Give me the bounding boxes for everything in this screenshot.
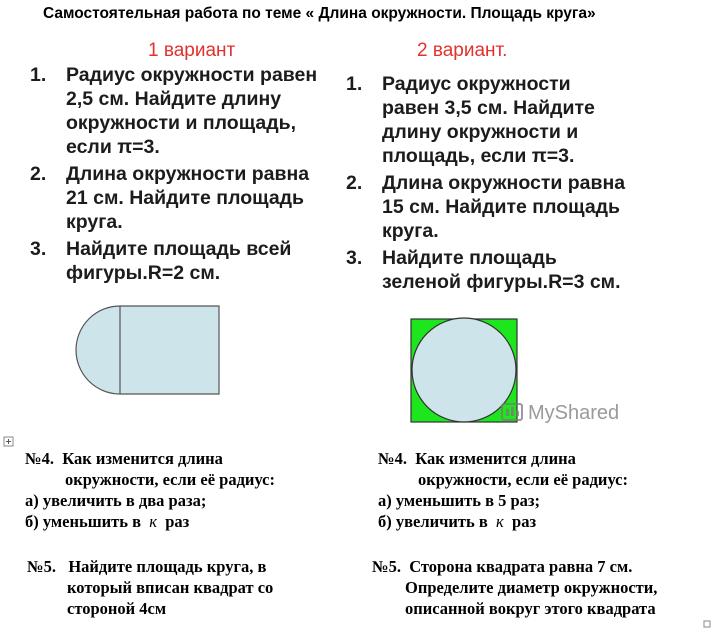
variable-k: к — [496, 512, 504, 531]
task-line: Радиус окружности равен — [66, 64, 318, 86]
task-number: №5. — [27, 557, 56, 576]
task-line: Как изменится длина — [415, 449, 576, 468]
v2-task-4 — [378, 448, 628, 532]
v1-task-4 — [25, 448, 275, 532]
task-line: Найдите площадь — [382, 247, 557, 269]
task-line: равен 3,5 см. Найдите — [382, 97, 595, 119]
task-line: круга. — [66, 211, 123, 233]
task-line: Длина окружности равна — [66, 163, 310, 185]
task-line: окружности, если её радиус: — [418, 470, 629, 489]
add-anchor-icon[interactable] — [4, 437, 13, 446]
variable-k: к — [149, 512, 157, 531]
task-number: №4. — [25, 449, 54, 468]
task-line: 2,5 см. Найдите длину — [66, 88, 282, 110]
task-line: фигуры.R=2 см. — [66, 262, 221, 284]
v2-task-5 — [372, 556, 657, 619]
task-line: описанной вокруг этого квадрата — [405, 599, 656, 618]
task-line: площадь, если π=3. — [382, 145, 575, 167]
variant-2-heading: 2 вариант. — [417, 40, 508, 61]
task-line: раз — [165, 512, 190, 531]
variant-1-heading: 1 вариант — [148, 40, 236, 61]
resize-handle-icon[interactable] — [704, 621, 710, 627]
task-line: который вписан квадрат со — [67, 578, 274, 597]
task-number: 2. — [346, 172, 363, 194]
semicircle-rectangle-figure — [76, 306, 219, 394]
task-number: 1. — [346, 73, 363, 95]
task-number: 1. — [30, 64, 47, 86]
task-line: Найдите площадь всей — [66, 238, 292, 260]
task-line: б) увеличить в — [378, 512, 488, 531]
task-number: №5. — [372, 557, 401, 576]
task-line: б) уменьшить в — [25, 512, 141, 531]
task-line: 21 см. Найдите площадь — [66, 187, 305, 209]
task-line: окружности и площадь, — [66, 112, 297, 134]
task-line: если π=3. — [66, 136, 160, 158]
v1-task-5 — [27, 556, 273, 619]
task-number: №4. — [378, 449, 407, 468]
task-number: 2. — [30, 163, 47, 185]
page-title: Самостоятельная работа по теме « Длина окружности. Площадь круга» — [43, 5, 596, 22]
task-line: Радиус окружности — [382, 73, 571, 95]
task-line: Определите диаметр окружности, — [405, 578, 658, 597]
task-line: 15 см. Найдите площадь — [382, 196, 621, 218]
task-line: Как изменится длина — [62, 449, 223, 468]
watermark-text: MyShared — [528, 402, 620, 424]
task-line: а) увеличить в два раза; — [25, 491, 207, 510]
task-line: Найдите площадь круга, в — [68, 557, 267, 576]
task-line: Длина окружности равна — [382, 172, 626, 194]
task-line: стороной 4см — [67, 599, 167, 618]
task-line: окружности, если её радиус: — [65, 470, 276, 489]
task-line: длину окружности и — [382, 121, 579, 143]
task-line: круга. — [382, 220, 439, 242]
task-line: раз — [512, 512, 537, 531]
task-line: зеленой фигуры.R=3 см. — [382, 271, 621, 293]
task-number: 3. — [30, 238, 47, 260]
task-number: 3. — [346, 247, 363, 269]
task-line: а) уменьшить в 5 раз; — [378, 491, 541, 510]
task-line: Сторона квадрата равна 7 см. — [409, 557, 633, 576]
